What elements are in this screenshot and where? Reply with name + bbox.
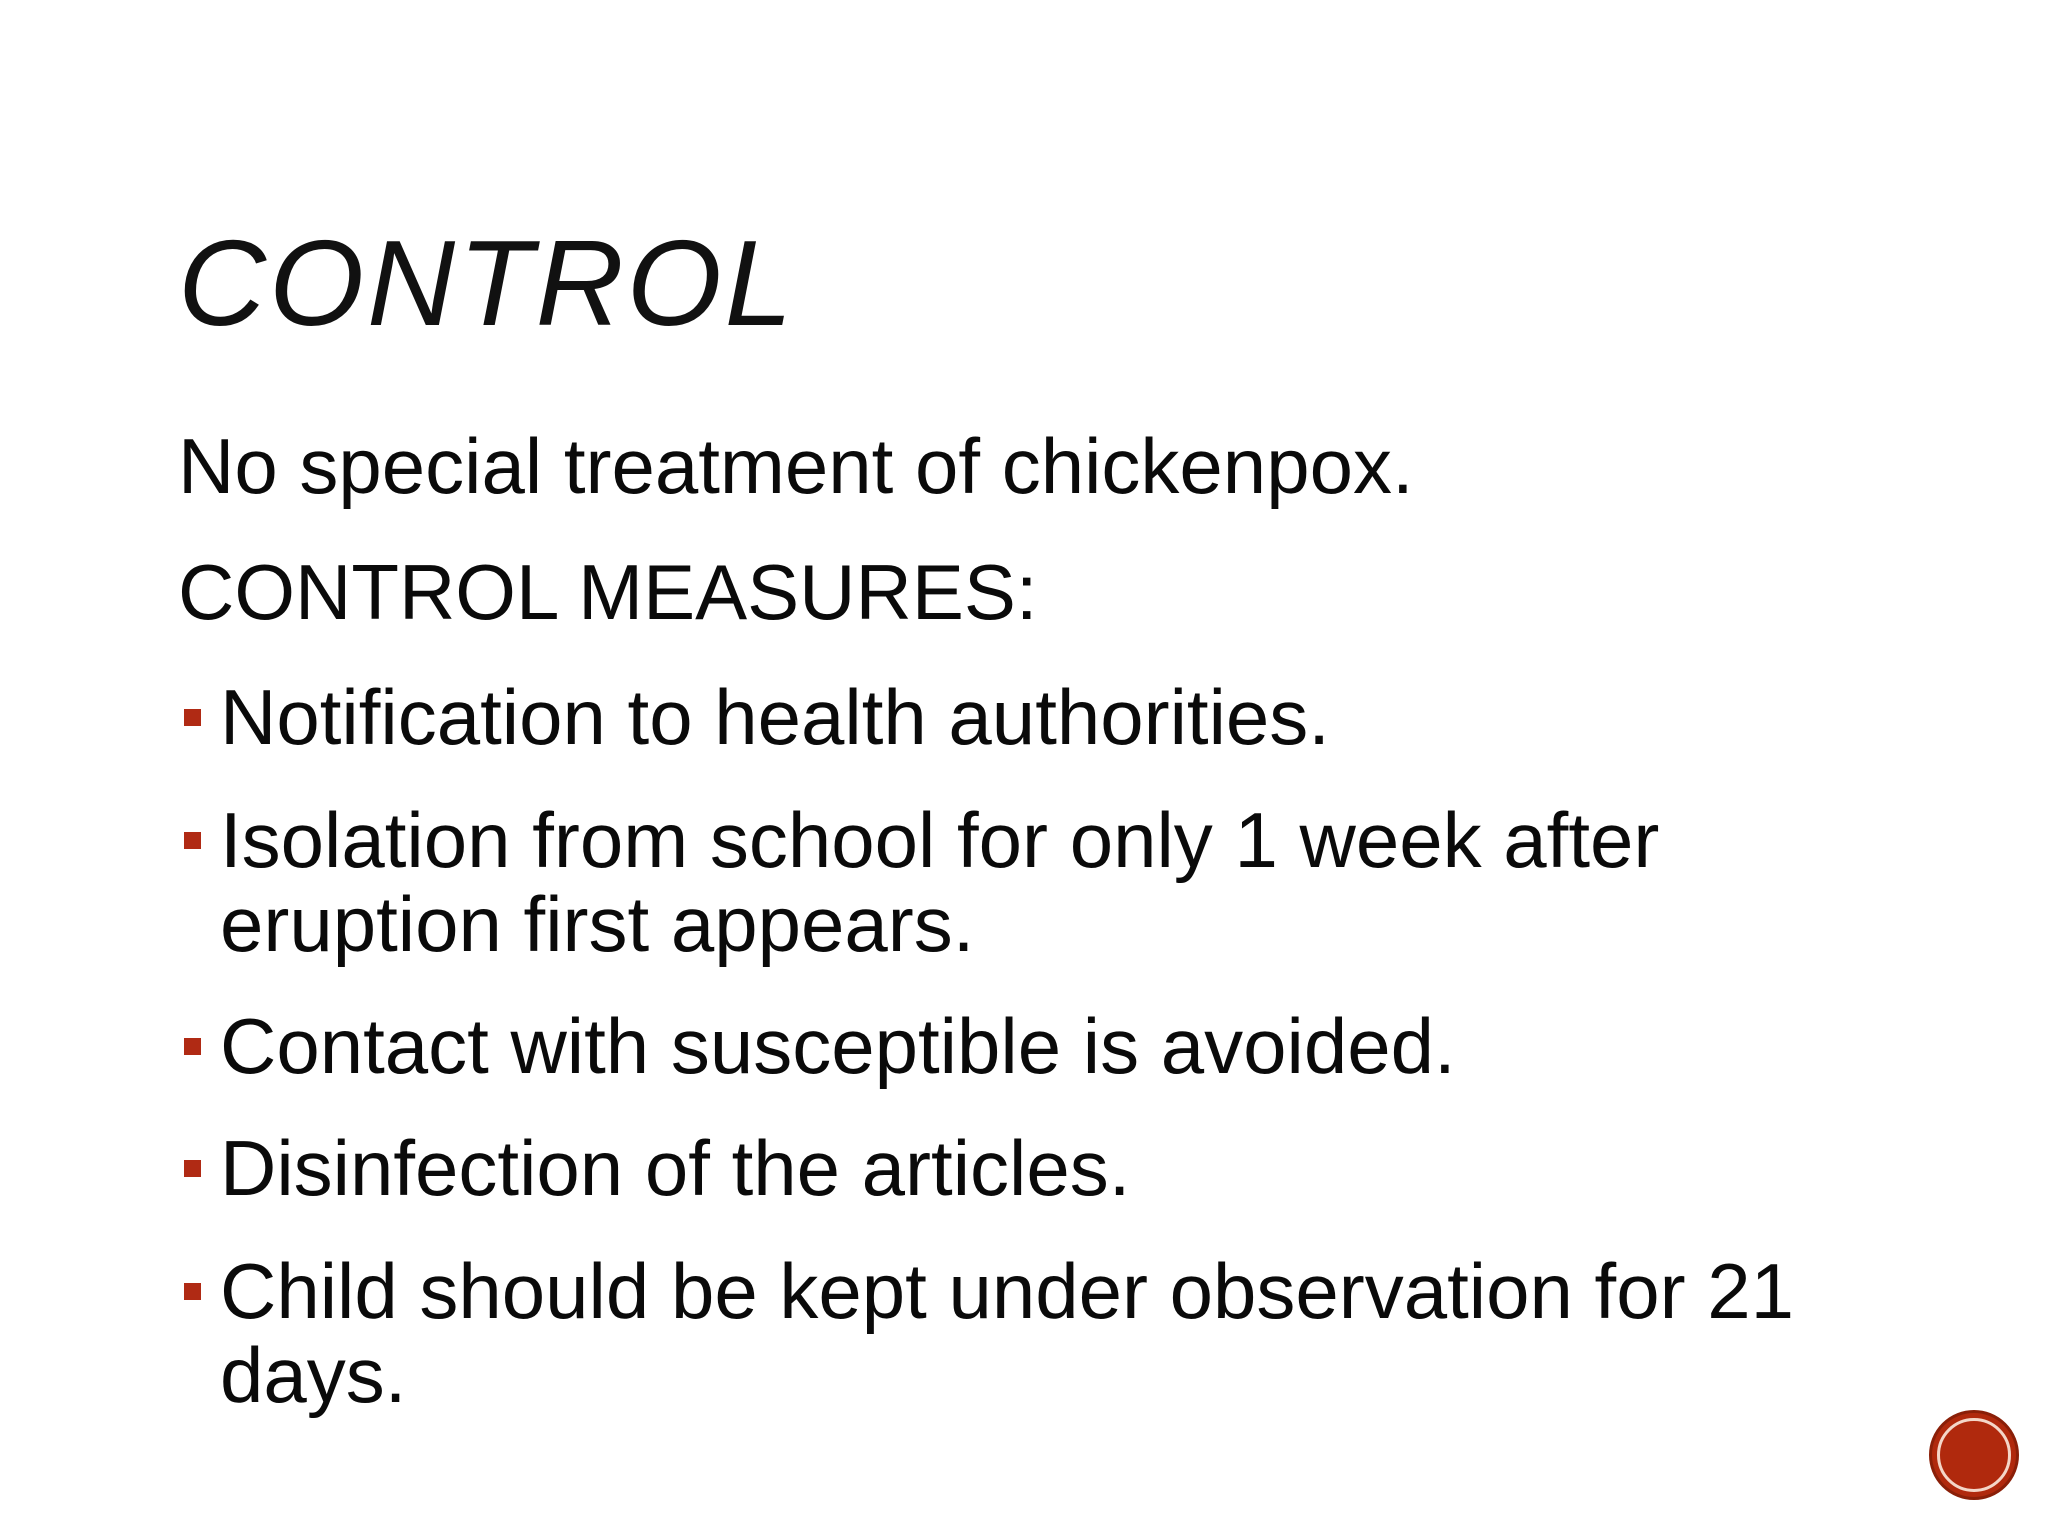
list-item-text: Isolation from school for only 1 week after eruption first appears.	[220, 796, 1660, 968]
square-bullet-icon	[184, 1283, 201, 1300]
square-bullet-icon	[184, 832, 201, 849]
list-item	[178, 798, 1878, 966]
control-measures-heading: CONTROL MEASURES:	[178, 548, 1038, 636]
list-item-text: Disinfection of the articles.	[220, 1124, 1131, 1212]
slide-title: CONTROL	[178, 215, 796, 351]
square-bullet-icon	[184, 1160, 201, 1177]
list-item-text: Notification to health authorities.	[220, 673, 1330, 761]
list-item	[178, 675, 1878, 759]
list-item	[178, 1004, 1878, 1088]
list-item	[178, 1126, 1878, 1210]
list-item	[178, 1249, 1878, 1417]
circle-decoration-icon	[1929, 1410, 2019, 1500]
list-item-text: Child should be kept under observation for 21 days.	[220, 1247, 1795, 1419]
square-bullet-icon	[184, 709, 201, 726]
list-item-text: Contact with susceptible is avoided.	[220, 1002, 1456, 1090]
square-bullet-icon	[184, 1038, 201, 1055]
intro-text: No special treatment of chickenpox.	[178, 422, 1414, 510]
